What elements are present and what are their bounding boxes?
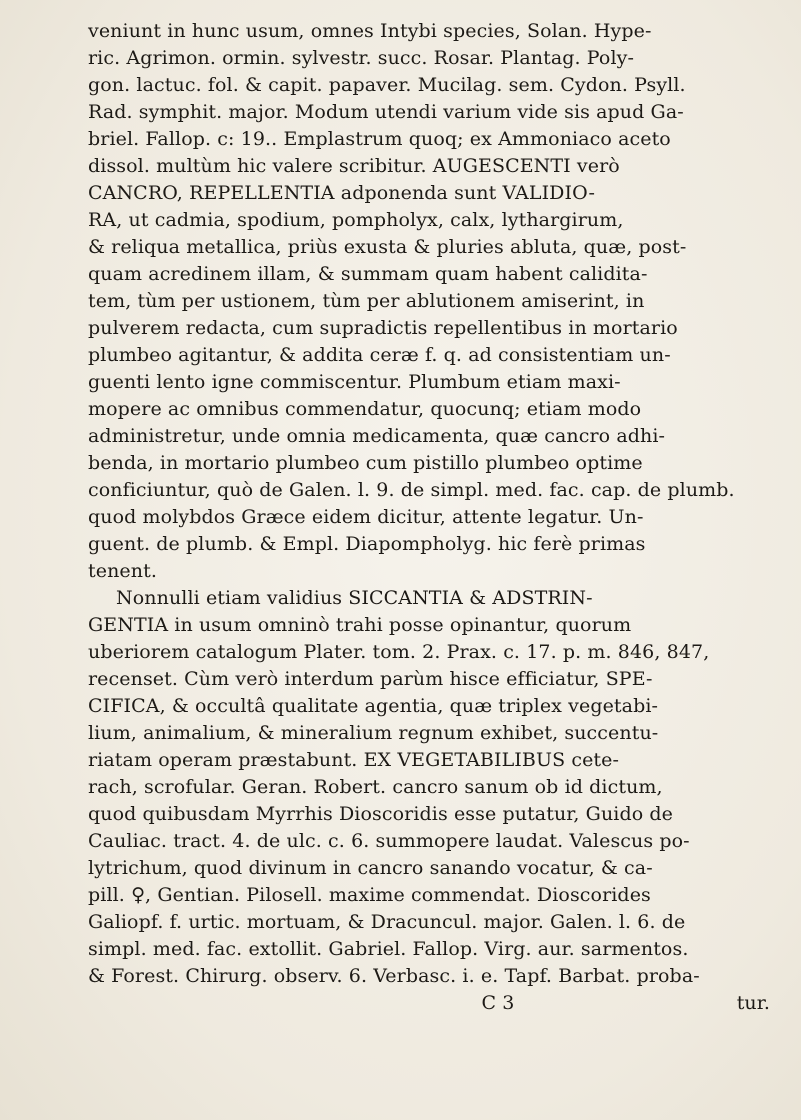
text-line: quod quibusdam Myrrhis Dioscoridis esse putatur, Guido de: [88, 803, 674, 825]
text-line: lytrichum, quod divinum in cancro sanando vocatur, & ca-: [88, 857, 653, 879]
catchword: tur.: [736, 992, 770, 1014]
text-line: uberiorem catalogum Plater. tom. 2. Prax. c. 17. p. m. 846, 847,: [88, 641, 710, 663]
text-line: briel. Fallop. c: 19.. Emplastrum quoq; ex Ammoniaco aceto: [88, 128, 671, 150]
text-line: ric. Agrimon. ormin. sylvestr. succ. Rosar. Plantag. Poly-: [88, 47, 634, 69]
text-line: GENTIA in usum omninò trahi posse opinantur, quorum: [88, 614, 632, 636]
text-line: & reliqua metallica, priùs exusta & pluries abluta, quæ, post-: [88, 236, 687, 258]
text-line: plumbeo agitantur, & addita ceræ f. q. ad consistentiam un-: [88, 344, 671, 366]
text-line: recenset. Cùm verò interdum parùm hisce efficiatur, SPE-: [88, 668, 653, 690]
text-line: quod molybdos Græce eidem dicitur, attente legatur. Un-: [88, 506, 644, 528]
text-line: gon. lactuc. fol. & capit. papaver. Mucilag. sem. Cydon. Psyll.: [88, 74, 686, 96]
text-line: pulverem redacta, cum supradictis repellentibus in mortario: [88, 317, 678, 339]
text-line: CANCRO, REPELLENTIA adponenda sunt VALIDIO-: [88, 182, 596, 204]
text-line: tenent.: [88, 560, 157, 582]
signature-line: [88, 990, 788, 1017]
text-line: quam acredinem illam, & summam quam habent calidita-: [88, 263, 648, 285]
signature-mark: C 3: [481, 992, 515, 1014]
text-line: rach, scrofular. Geran. Robert. cancro sanum ob id dictum,: [88, 776, 663, 798]
text-line: & Forest. Chirurg. observ. 6. Verbasc. i. e. Tapf. Barbat. proba-: [88, 965, 700, 987]
text-line: dissol. multùm hic valere scribitur. AUGESCENTI verò: [88, 155, 620, 177]
text-line: tem, tùm per ustionem, tùm per ablutionem amiserint, in: [88, 290, 645, 312]
text-line: veniunt in hunc usum, omnes Intybi species, Solan. Hype-: [88, 20, 652, 42]
text-line: lium, animalium, & mineralium regnum exhibet, succentu-: [88, 722, 659, 744]
text-line: guent. de plumb. & Empl. Diapompholyg. hic ferè primas: [88, 533, 646, 555]
text-line: Nonnulli etiam validius SICCANTIA & ADSTRIN-: [116, 587, 593, 609]
text-line: Rad. symphit. major. Modum utendi varium vide sis apud Ga-: [88, 101, 684, 123]
text-line: Galiopf. f. urtic. mortuam, & Dracuncul. major. Galen. l. 6. de: [88, 911, 686, 933]
text-line: CIFICA, & occultâ qualitate agentia, quæ triplex vegetabi-: [88, 695, 659, 717]
text-line: conficiuntur, quò de Galen. l. 9. de simpl. med. fac. cap. de plumb.: [88, 479, 735, 501]
page-text-block: [88, 18, 788, 1017]
text-line: guenti lento igne commiscentur. Plumbum etiam maxi-: [88, 371, 621, 393]
text-line: pill. ♀, Gentian. Pilosell. maxime commendat. Dioscorides: [88, 884, 651, 906]
text-line: RA, ut cadmia, spodium, pompholyx, calx, lythargirum,: [88, 209, 624, 231]
text-line: administretur, unde omnia medicamenta, quæ cancro adhi-: [88, 425, 666, 447]
text-line: riatam operam præstabunt. EX VEGETABILIBUS cete-: [88, 749, 620, 771]
text-line: benda, in mortario plumbeo cum pistillo plumbeo optime: [88, 452, 643, 474]
text-line: simpl. med. fac. extollit. Gabriel. Fallop. Virg. aur. sarmentos.: [88, 938, 689, 960]
text-line: mopere ac omnibus commendatur, quocunq; etiam modo: [88, 398, 642, 420]
text-line: Cauliac. tract. 4. de ulc. c. 6. summopere laudat. Valescus po-: [88, 830, 690, 852]
